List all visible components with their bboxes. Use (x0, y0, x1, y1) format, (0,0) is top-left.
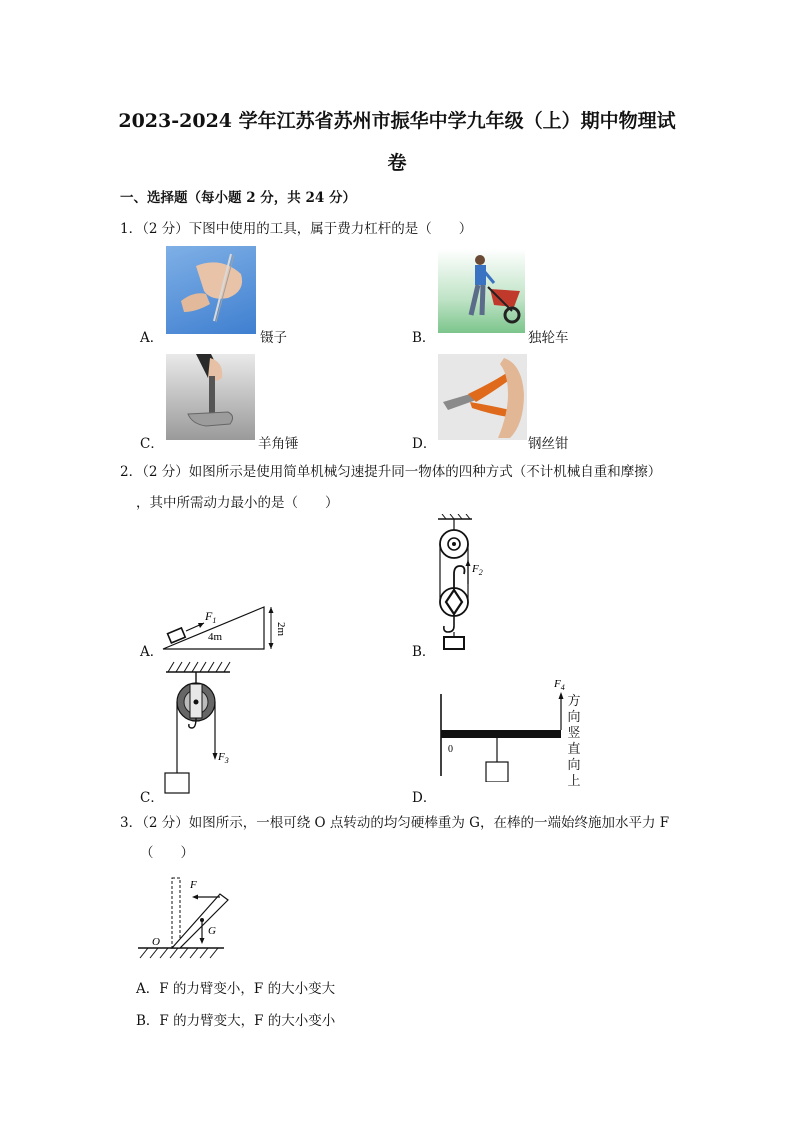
question-1-option-b-letter[interactable]: B． (412, 330, 436, 346)
direction-char: 向 (567, 758, 581, 773)
rotating-rod-figure (136, 870, 236, 962)
slope-length-label: 4m (208, 631, 223, 643)
section-heading: 一、选择题（每小题 2 分，共 24 分） (120, 190, 356, 206)
question-2-option-b[interactable]: B． (412, 644, 436, 660)
force-f2-label: $F_2$ (472, 563, 483, 577)
direction-char: 上 (567, 774, 581, 789)
force-f-label: F (190, 879, 197, 891)
force-f3-label: $F_3$ (218, 751, 229, 765)
question-1-stem: 1．（2 分）下图中使用的工具，属于费力杠杆的是（ ） (120, 221, 473, 237)
question-1-option-c-label: 羊角锤 (258, 436, 299, 452)
fixed-pulley-figure (160, 658, 240, 798)
pliers-photo (438, 354, 527, 440)
question-2-option-d[interactable]: D． (412, 790, 437, 806)
question-3-option-a[interactable]: A．F 的力臂变小，F 的大小变大 (136, 981, 336, 997)
question-1-option-d-letter[interactable]: D． (412, 436, 437, 452)
force-f1-label: $F_1$ (205, 609, 217, 625)
wheelbarrow-photo (438, 249, 525, 333)
question-1-option-a-label: 镊子 (260, 330, 287, 346)
tweezers-photo (166, 246, 256, 334)
pivot-label: 0 (448, 744, 453, 755)
question-1-option-c-letter[interactable]: C． (140, 436, 164, 452)
question-2-option-a[interactable]: A． (140, 644, 164, 660)
question-2-stem-line-1: 2．（2 分）如图所示是使用简单机械匀速提升同一物体的四种方式（不计机械自重和摩擦） (120, 464, 662, 480)
question-3-option-b[interactable]: B．F 的力臂变大，F 的大小变小 (136, 1013, 336, 1029)
height-label: 2m (275, 622, 287, 637)
question-1-option-b-label: 独轮车 (528, 330, 569, 346)
pulley-block-figure (430, 514, 505, 654)
inclined-plane-figure (160, 600, 300, 656)
page-title: 2023-2024 学年江苏省苏州市振华中学九年级（上）期中物理试 (118, 110, 676, 132)
page-title-continued: 卷 (387, 152, 407, 174)
question-2-option-c[interactable]: C． (140, 790, 164, 806)
force-direction-note (566, 694, 582, 790)
direction-char: 方 (567, 694, 581, 709)
claw-hammer-photo (166, 354, 255, 440)
question-1-option-d-label: 钢丝钳 (528, 436, 569, 452)
gravity-g-label: G (208, 925, 216, 937)
question-3-stem-line-1: 3．（2 分）如图所示，一根可绕 O 点转动的均匀硬棒重为 G，在棒的一端始终施加水平力 F (120, 815, 670, 831)
force-f4-label: $F_4$ (554, 678, 565, 692)
question-3-stem-line-2: （ ） (140, 845, 194, 861)
direction-char: 直 (567, 742, 581, 757)
question-1-option-a-letter[interactable]: A． (140, 330, 164, 346)
pivot-o-label: O (152, 936, 160, 948)
direction-char: 向 (567, 710, 581, 725)
question-2-stem-line-2: ，其中所需动力最小的是（ ） (136, 495, 339, 511)
direction-char: 竖 (567, 726, 581, 741)
